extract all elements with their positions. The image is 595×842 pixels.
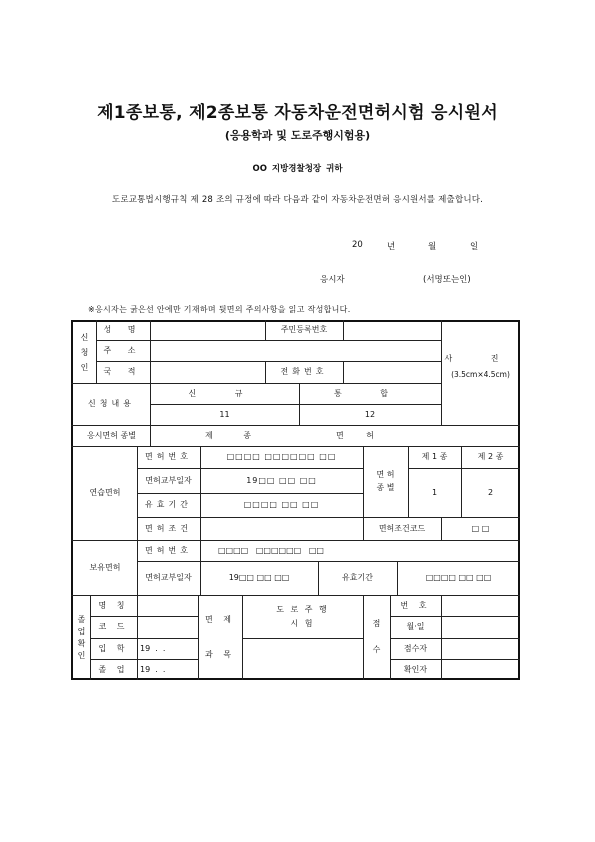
school-enter-value[interactable]: 19 . . [140, 643, 166, 653]
date-month-unit: 월 [428, 242, 437, 252]
school-group-label: 졸 업 확 인 [77, 614, 86, 660]
exempt-label: 면 제 [205, 615, 235, 624]
type-new-label[interactable]: 신 규 [188, 388, 261, 398]
held-issue-date-boxes[interactable]: 19□□ □□ □□ [228, 573, 290, 582]
class-1-label: 제 1 종 [421, 452, 448, 461]
month-day-field[interactable] [442, 617, 520, 638]
school-name-field[interactable] [138, 596, 198, 616]
learner-license-no-boxes[interactable]: □□□□ □□□□□□ □□ [226, 452, 337, 461]
license-kind-unit: 면 허 [336, 430, 384, 440]
school-name-label: 명 칭 [98, 600, 129, 610]
phone-field[interactable] [344, 362, 441, 383]
date-row [0, 240, 595, 252]
form-subtitle: (응용학과 및 도로주행시험용) [224, 129, 371, 142]
school-grad-value[interactable]: 19 . . [140, 664, 166, 674]
date-year: 20 [352, 240, 363, 250]
license-class-label: 면 허 종 별 [376, 469, 395, 492]
license-kind-value[interactable]: 제 종 [205, 430, 265, 440]
learner-license-label: 연습면허 [89, 488, 121, 497]
month-day-label: 월·일 [406, 622, 425, 631]
photo-label: 사 진 [444, 354, 517, 363]
type-combined-code: 12 [364, 409, 376, 419]
class-2-value[interactable]: 2 [487, 487, 494, 497]
held-issue-date-label: 면허교부일자 [145, 573, 192, 582]
learner-valid-label: 유효기간 [145, 500, 192, 509]
checker-field[interactable] [442, 660, 520, 680]
applicant-label: 응시자 [320, 275, 345, 285]
addressee: OO 지방경찰청장 귀하 [252, 164, 343, 174]
type-new-code: 11 [219, 409, 230, 419]
intro-text: 도로교통법시행규칙 제 28 조의 규정에 따라 다음과 같이 자동차운전면허 응시원서를 제출합니다. [111, 195, 484, 205]
condition-code-label: 면허조건코드 [378, 523, 426, 533]
class-1-value[interactable]: 1 [431, 487, 438, 497]
road-test-label: 도 로 주 행 시 험 [276, 604, 329, 628]
address-field[interactable] [151, 341, 441, 361]
checker-label: 확인자 [403, 664, 428, 674]
held-license-no-label: 면허번호 [145, 545, 192, 555]
examiner-label: 점수자 [403, 643, 428, 653]
applicant-group-label: 신 청 인 [80, 332, 89, 373]
school-enter-label: 입 학 [98, 643, 129, 653]
held-valid-label: 유효기간 [342, 573, 373, 582]
nationality-label: 국 적 [103, 367, 143, 376]
school-grad-label: 졸 업 [98, 664, 129, 674]
held-valid-boxes[interactable]: □□□□ □□ □□ [425, 573, 492, 582]
examiner-field[interactable] [442, 639, 520, 659]
form-title: 제1종보통, 제2종보통 자동차운전면허시험 응시원서 [97, 103, 498, 123]
number-label: 번 호 [400, 600, 431, 610]
learner-issue-date-boxes[interactable]: 19□□ □□ □□ [246, 475, 317, 485]
school-code-label: 코 드 [98, 622, 129, 631]
signature-hint: (서명또는인) [423, 275, 471, 285]
subject-label: 과 목 [205, 650, 235, 659]
date-year-unit: 년 [387, 242, 396, 252]
phone-label: 전화번호 [280, 367, 328, 376]
address-label: 주 소 [103, 345, 143, 355]
application-type-label: 신청내용 [88, 399, 135, 408]
photo-size: (3.5cm×4.5cm) [451, 370, 510, 380]
score-label: 점 수 [372, 618, 381, 655]
instruction-note: ※응시자는 굵은선 안에만 기재하며 뒷면의 주의사항을 읽고 작성합니다. [88, 305, 351, 314]
school-code-field[interactable] [138, 617, 198, 638]
type-combined-label[interactable]: 통 합 [334, 388, 406, 398]
number-field[interactable] [442, 596, 520, 616]
nationality-field[interactable] [151, 362, 265, 383]
signature-row [0, 273, 595, 285]
resident-no-label: 주민등록번호 [280, 325, 328, 334]
learner-conditions-field[interactable] [200, 518, 363, 540]
held-license-label: 보유면허 [89, 562, 121, 572]
held-license-no-boxes[interactable]: □□□□ □□□□□□ □□ [218, 545, 324, 555]
date-day-unit: 일 [470, 242, 479, 252]
learner-conditions-label: 면허조건 [145, 523, 192, 533]
license-kind-label: 응시면허 종별 [87, 430, 136, 440]
condition-code-boxes[interactable]: □ □ [471, 523, 490, 533]
learner-license-no-label: 면허번호 [145, 452, 192, 461]
name-label: 성 명 [103, 325, 143, 334]
learner-valid-boxes[interactable]: □□□□ □□ □□ [243, 500, 320, 509]
class-2-label: 제 2 종 [477, 452, 504, 461]
learner-issue-date-label: 면허교부일자 [145, 475, 192, 485]
name-field[interactable] [151, 321, 265, 340]
road-test-score-field[interactable] [243, 639, 363, 680]
resident-no-field[interactable] [344, 321, 441, 340]
